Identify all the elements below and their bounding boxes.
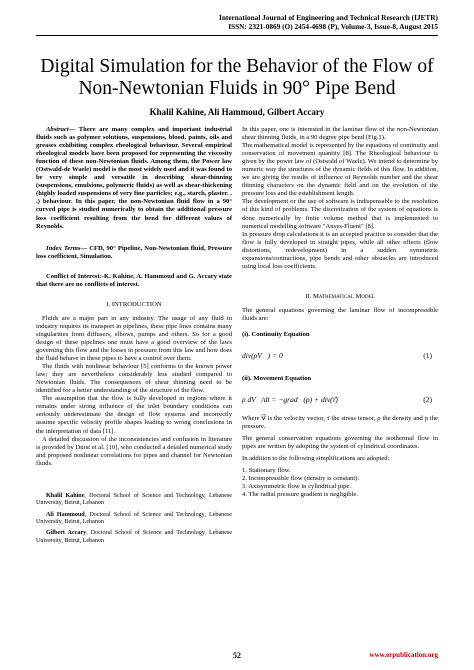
title-line-2: Non-Newtonian Fluids in 90° Pipe Bend	[78, 78, 396, 99]
intro-paragraph: Fluids are a major part in any industry. The usage of any fluid in industry requires its transport in pipelines, these pipe lines contains many singularities from diffusers, elbows, pumps and others. So for a good design of these pipelines one must have a good overview of the laws governing this flow and the losses in pressure from this law and how does the fluid behave in these pipes to have a control over them.	[36, 314, 232, 363]
simplifications-intro: In addition to the following simplifications are adopted:	[242, 455, 390, 463]
author-affiliations	[36, 493, 232, 545]
index-terms-label: Index Terms	[46, 244, 81, 252]
conservation-text: The general conservation equations governing the isothermal flow in pipes are written by adopting the system of cylindrical coordinates.	[242, 435, 438, 451]
section-heading-math-model: II. Mathematical Model	[305, 292, 375, 300]
movement-equation: ρ dV⃗/dt = −grad⃗(p) + div(τ̄)	[242, 395, 338, 405]
affiliation	[36, 530, 232, 545]
right-column	[242, 126, 438, 500]
affiliation-name: Ali Hammoud	[46, 511, 85, 518]
list-item: 3. Axisymmetric flow in cylindrical pipe.	[242, 483, 351, 491]
header-rule	[36, 35, 438, 36]
abstract	[36, 126, 232, 231]
title-line-1: Digital Simulation for the Behavior of the Flow of	[40, 56, 434, 77]
paper-title	[20, 56, 454, 100]
intro-paragraph: A detailed discussion of the inconsistencies and confusion in literature is provided by Durst et al. [10], who conducted a detailed numerical study and proposed nonlinear correlations for pipes and channel for Newtonian fluids.	[36, 435, 232, 467]
equation-number: (2)	[423, 395, 432, 405]
math-intro: The general equations governing the laminar flow of incompressible fluids are:	[242, 306, 438, 322]
intro-paragraph: The fluids with nonlinear behaviour [5] conforms to the known power law; they are nevertheless considerably less studied compared to Newtonian fluids. The consequences of shear thinning need to be identified for a better understanding of the structure of the flow.	[36, 363, 232, 395]
equation-2	[242, 389, 438, 411]
conflict-statement: Conflict of Interest:-K. Kahine, A. Hammoud and G. Accary state that there are no conflicts of interest.	[36, 272, 232, 288]
body-paragraph: The mathematical model is represented by the equations of continuity and conservation of movement quantity [8]. The Rheological behaviour is given by the power law of (Ostwald of Waele). We intend to determine by numeric way the structures of the dynamic fields of this flow. In addition, we are giving the results of influence of Reynolds number and the shear thinning characters on the dynamic field and on the evolution of the pressure loss and the establishment length.	[242, 142, 438, 198]
journal-name: International Journal of Engineering and Technical Research (IJETR)	[219, 13, 438, 22]
affiliation	[36, 493, 232, 508]
publisher-url[interactable]: www.erpublication.org	[369, 651, 438, 659]
list-item: 4. The radial pressure gradient is negligible.	[242, 491, 358, 499]
journal-issn: ISSN: 2321-0869 (O) 2454-4698 (P), Volume-3, Issue-8, August 2015	[228, 22, 438, 31]
abstract-label: Abstract	[46, 126, 69, 133]
authors: Khalil Kahine, Ali Hammoud, Gilbert Accary	[149, 107, 325, 117]
list-item: 1. Stationary flow.	[242, 467, 291, 475]
continuity-equation: div(ρV⃗) = 0	[242, 351, 283, 361]
equation-1	[242, 345, 438, 367]
continuity-heading: (i). Continuity Equation	[242, 330, 310, 338]
intro-paragraph: The assumption that the flow is fully developed in regions where it remains under strong influence of the inlet boundary conditions can seriously underestimate the design of flow systems and incorrectly assume specific velocity profile shapes leading to wrong conclusions in the interpretation of data [11].	[36, 395, 232, 435]
affiliation	[36, 512, 232, 527]
index-terms-text: — CFD, 90° Pipeline, Non-Newtonian fluid, Pressure loss coefficient, Simulation.	[36, 244, 232, 260]
equation-number: (1)	[423, 351, 432, 361]
simplifications-list	[242, 467, 438, 499]
list-item: 2. Incompressible flow (density is constant).	[242, 475, 360, 483]
affiliation-name: Gilbert Accary	[46, 530, 87, 537]
body-paragraph: In this paper, one is interested in the laminar flow of the non-Newtonian shear thinning fluids, in a 90 degree pipe bend (Fig.1).	[242, 126, 438, 142]
page-number: 52	[233, 651, 241, 660]
movement-heading: (ii). Movement Equation	[242, 375, 312, 383]
affiliation-text: , Doctoral School of Science and Technology, Lebanese University, Beirut, Lebanon	[36, 530, 233, 544]
affiliation-text: , Doctoral School of Science and Technology, Lebanese University, Beirut, Lebanon	[36, 511, 232, 525]
body-paragraph: In pressure drop calculations it is an accepted practice to consider that the flow is fully developed in straight pipes, while all other effects (flow distortions, redevelopment) in a sudden symmetric expansions/contractions, pipe bends and other obstacles are introduced using local loss coefficients.	[242, 230, 438, 270]
journal-header	[219, 13, 438, 31]
affiliation-text: , Doctoral School of Science and Technology, Lebanese University, Beirut, Lebanon	[36, 492, 232, 507]
body-paragraph: The development or the use of software is indispensable to the resolution of this kind of problems. The discretization of the system of equations is done numerically by finite volume method that is implemented to numerical modelling software "Ansys-Fluent" [8].	[242, 198, 438, 230]
section-heading-introduction: I. INTRODUCTION	[106, 300, 162, 308]
left-column	[36, 126, 232, 549]
affiliation-name: Khalil Kahine	[46, 492, 85, 499]
where-text: Where V⃗ is the velocity vector, τ̄ the stress tensor, ρ the density and p the pressure.	[242, 415, 438, 431]
index-terms	[36, 245, 232, 261]
abstract-text: — There are many complex and important industrial fluids such as polymer solutions, suspensions, blood, paints, oils and greases exhibiting complex rheological behaviour. Several empirical rheological models have been proposed for representing the viscosity function of these non-Newtonian fluids. Among them, the Power law (Ostwald-de Waele) model is the most widely used and it was found to be very simple and versatile in describing shear-thinning (suspensions, emulsions, polymeric fluids) as well as shear-thickening (highly loaded suspensions of very fine particles; e.g., starch, plaster. . .) behaviour. In this paper, the non-Newtonian fluid flow in a 90° curved pipe is studied numerically to obtain the additional pressure loss coefficient resulting from the bend for different values of Reynolds.	[36, 126, 232, 230]
